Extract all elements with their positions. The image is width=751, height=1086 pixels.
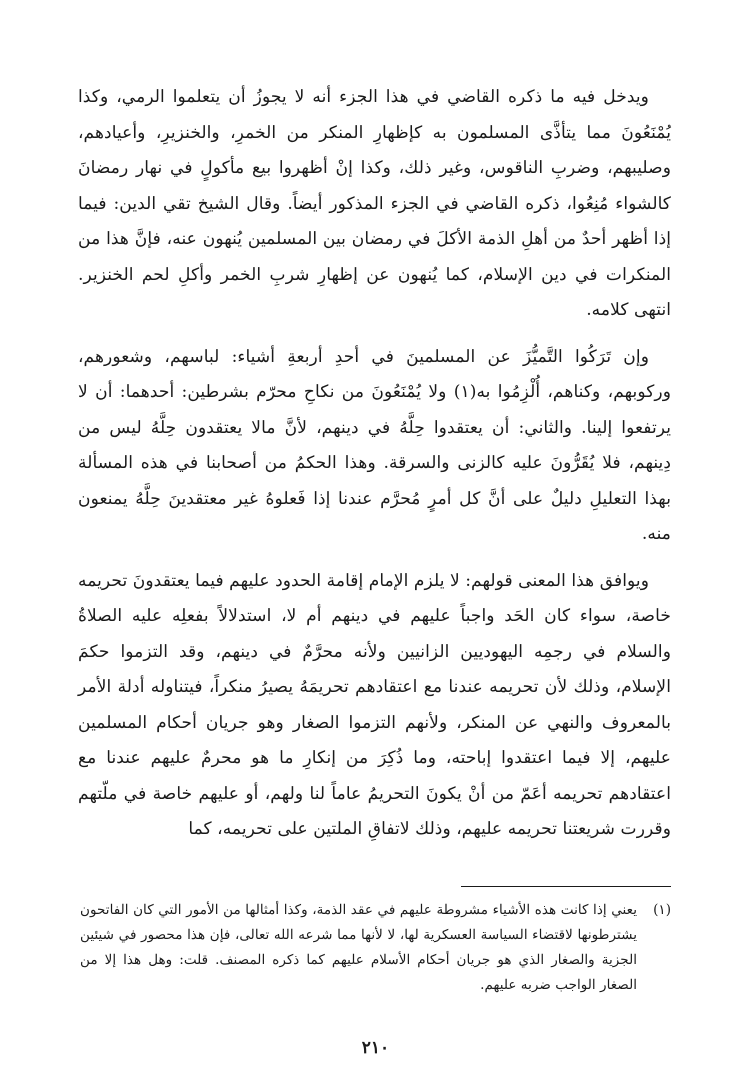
paragraph: ويدخل فيه ما ذكره القاضي في هذا الجزء أنه لا يجوزُ أن يتعلموا الرمي، وكذا يُمْنَعُونَ مما يتأذَّى المسلمون به كإظهارِ المنكر من الخمرِ، والخنزيرِ، وأعيادهم، وصليبهم، وضربِ الناقوس، وغير ذلك، وكذا إنْ أظهروا بيع مأكولٍ في نهار رمضانَ كالشواء مُنِعُوا، ذكره القاضي في الجزء المذكور أيضاً. وقال الشيخ تقي الدين: فيما إذا أظهر أحدٌ من أهلِ الذمة الأكلَ في رمضان بين المسلمين يُنهون عنه، فإنَّ هذا من المنكرات في دين الإسلام، كما يُنهون عن إظهارِ شربِ الخمر وأكلِ لحم الخنزير. انتهى كلامه. — [78, 87, 671, 320]
footnotes — [80, 898, 671, 998]
page-number: ٢١٠ — [361, 1038, 390, 1058]
main-text — [78, 80, 671, 848]
footnote — [80, 898, 671, 998]
footnote-separator — [461, 886, 671, 887]
footnote-text: يعني إذا كانت هذه الأشياء مشروطة عليهم في عقد الذمة، وكذا أمثالها من الأمور التي كان الفاتحون يشترطونها لاقتضاء السياسة العسكرية لها، لا لأنها مما شرعه الله تعالى، فإن هذا محصور في شيئين الجزية والصغار الذي هو جريان أحكام الأسلام عليهم كما ذكره المصنف. قلت: وهل هذا إلا من الصغار الواجب ضربه عليهم. — [80, 902, 637, 993]
paragraph: وإن تَرَكُوا التَّميُّزَ عن المسلمينَ في أحدِ أربعةِ أشياء: لباسهم، وشعورهم، وركوبهم، وكناهم، أُلْزِمُوا به(١) ولا يُمْنَعُونَ من نكاحِ محرّم بشرطين: أحدهما: أن لا يرتفعوا إلينا. والثاني: أن يعتقدوا حِلَّهُ في دينهم، لأنَّ مالا يعتقدون حِلَّهُ ليس من دِينهم، فلا يُقَرُّونَ عليه كالزنى والسرقة. وهذا الحكمُ من أصحابنا في هذه المسألة بهذا التعليلِ دليلٌ على أنَّ كل أمرٍ مُحرَّم عندنا إذا فَعلوهُ غير معتقدينَ حِلَّهُ يمنعون منه. — [78, 346, 671, 544]
footnote-number: (١) — [653, 902, 671, 918]
paragraph: ويوافق هذا المعنى قولهم: لا يلزم الإمام إقامة الحدود عليهم فيما يعتقدونَ تحريمه خاصة، سواء كان الحَد واجباً عليهم في دينهم أم لا، استدلالاً بفعلِه عليه الصلاةُ والسلام في رجمِه اليهوديين الزانيين ولأنه محرَّمٌ في دينهم، وقد التزموا حكمَ الإسلام، وذلك لأن تحريمه عندنا مع اعتقادهم تحريمَهُ يصيرُ منكراً، فيتناوله أدلة الأمر بالمعروف والنهي عن المنكر، ولأنهم التزموا الصغار وهو جريان أحكام المسلمين عليهم، إلا فيما اعتقدوا إباحته، وما ذُكِرَ من إنكارِ ما هو محرمٌ عليهم عندنا مع اعتقادهم تحريمه أعَمّ من أنْ يكونَ التحريمُ عاماً لنا ولهم، أو عليهم خاصة في ملّتهم وقررت شريعتنا تحريمه عليهم، وذلك لاتفاقِ الملتين على تحريمه، كما — [77, 570, 671, 839]
